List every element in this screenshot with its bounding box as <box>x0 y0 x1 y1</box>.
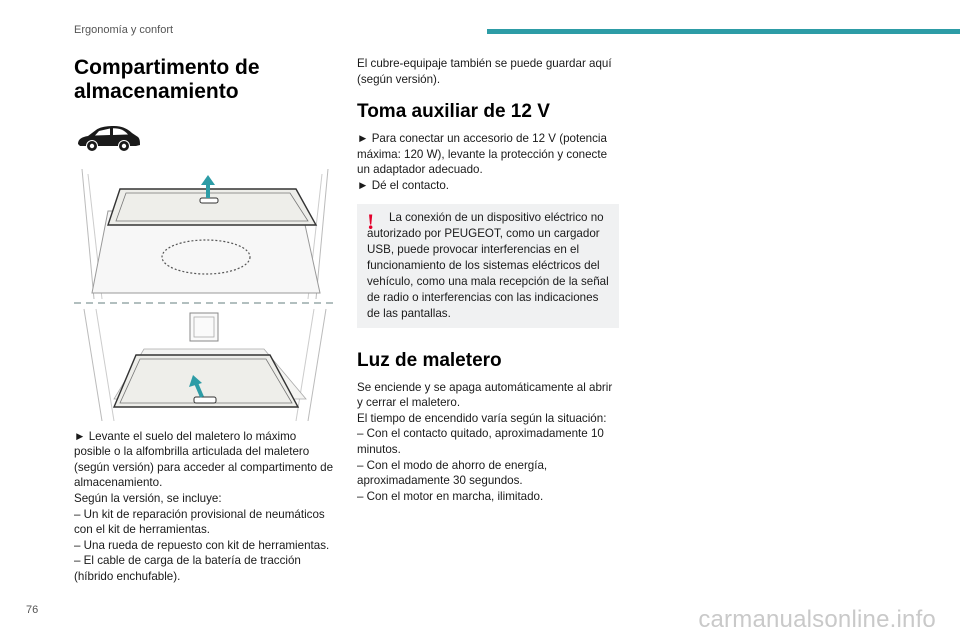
trunk-light-text: Se enciende y se apaga automáticamente al abrir y cerrar el maletero. <box>357 380 613 410</box>
page-number: 76 <box>26 604 39 616</box>
trunk-light-list-item: – Con el motor en marcha, ilimitado. <box>357 489 544 503</box>
left-list-item: – El cable de carga de la batería de tracción (híbrido enchufable). <box>74 554 301 583</box>
trunk-light-section <box>357 350 619 505</box>
left-instruction: ► Levante el suelo del maletero lo máximo posible o la alfombrilla articulada del maletero (según versión) para acceder al compartimento de almacenamiento. <box>74 429 334 490</box>
socket-section <box>357 101 619 327</box>
socket-instruction: ► Dé el contacto. <box>357 178 450 192</box>
left-list-item: – Un kit de reparación provisional de neumáticos con el kit de herramientas. <box>74 507 325 537</box>
car-silhouette-icon <box>74 122 142 154</box>
header-accent-bar <box>487 29 960 34</box>
trunk-floor-illustration <box>74 169 336 421</box>
socket-title: Toma auxiliar de 12 V <box>357 101 550 123</box>
cover-storage-note: El cubre-equipaje también se puede guardar aquí (según versión). <box>357 57 612 86</box>
middle-column <box>357 56 619 504</box>
warning-text: La conexión de un dispositivo eléctrico no autorizado por PEUGEOT, como un cargador USB, puede provocar interferencias en el funcionamiento de los sistemas eléctricos del vehículo, como una mala recepción de la señal de radio o interferencias con las indicaciones de las pantallas. <box>367 210 609 320</box>
left-includes-label: Según la versión, se incluye: <box>74 491 222 505</box>
socket-instruction: ► Para conectar un accesorio de 12 V (potencia máxima: 120 W), levante la protección y conecte un adaptador adecuado. <box>357 132 608 177</box>
storage-compartment-title: Compartimento de almacenamiento <box>74 56 260 103</box>
left-column <box>74 56 336 585</box>
warning-box <box>357 204 619 328</box>
trunk-light-list-item: – Con el contacto quitado, aproximadamente 10 minutos. <box>357 427 604 456</box>
trunk-light-text: El tiempo de encendido varía según la situación: <box>357 411 607 425</box>
trunk-light-list-item: – Con el modo de ahorro de energía, aproximadamente 30 segundos. <box>357 458 548 488</box>
left-list-item: – Una rueda de repuesto con kit de herramientas. <box>74 538 330 552</box>
section-header: Ergonomía y confort <box>74 24 174 36</box>
watermark: carmanualsonline.info <box>698 606 936 633</box>
warning-icon: ! <box>367 208 375 234</box>
trunk-light-title: Luz de maletero <box>357 349 502 371</box>
